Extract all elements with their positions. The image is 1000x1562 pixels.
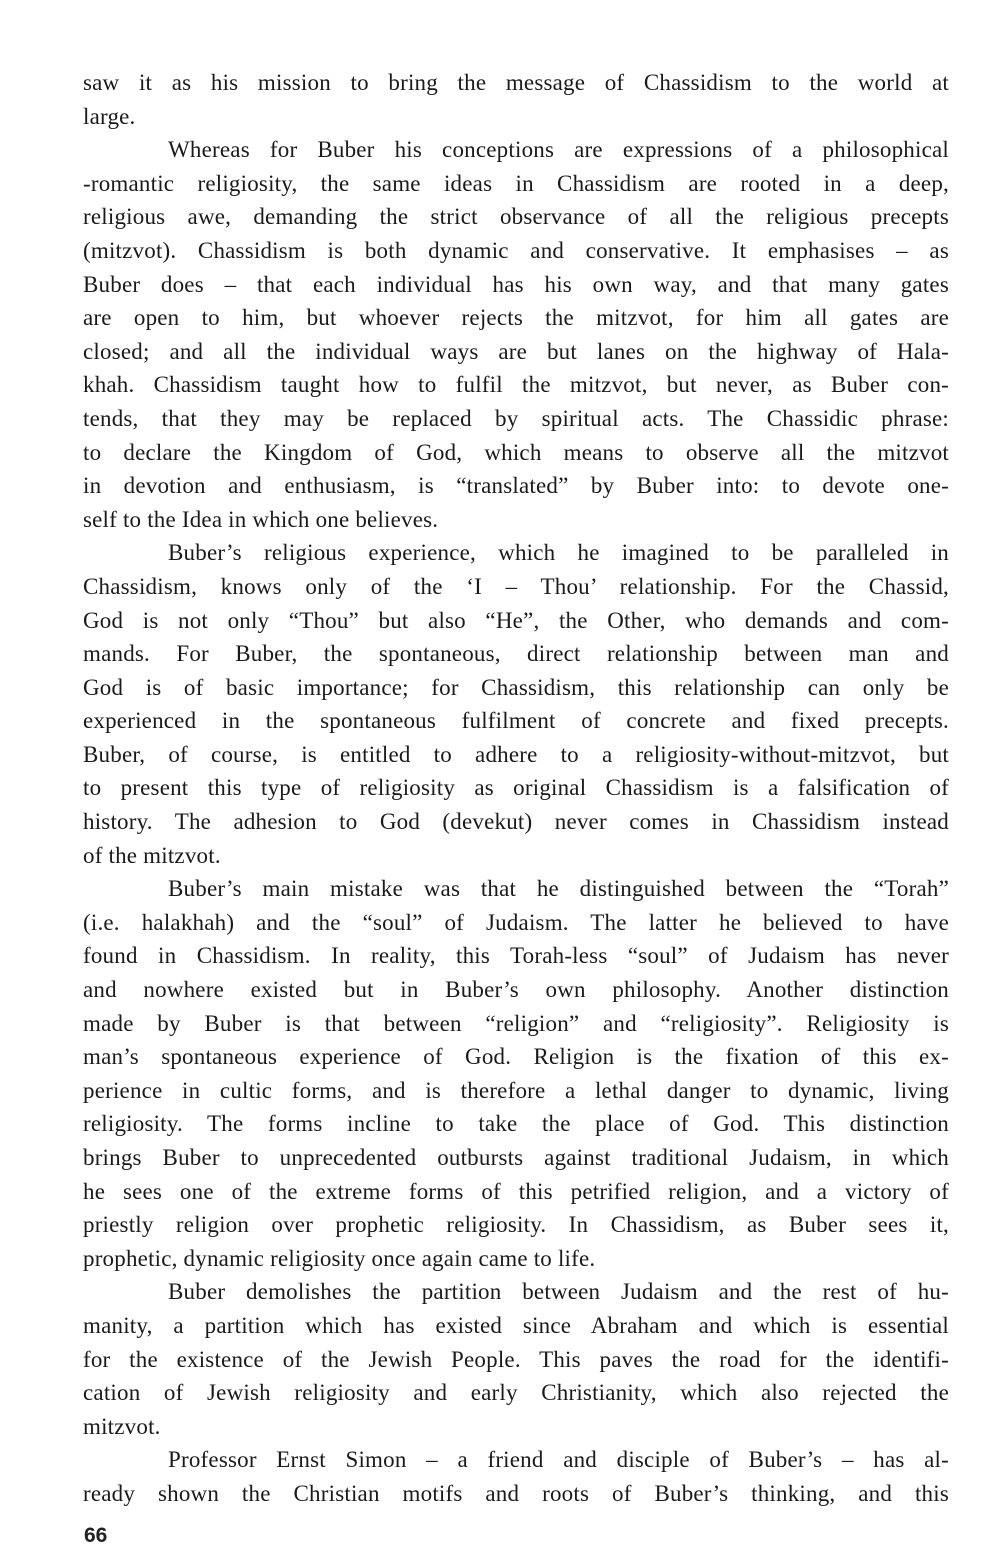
text-line: -romantic religiosity, the same ideas in Chassidism are rooted in a deep, [83,170,949,196]
text-line: Buber demolishes the partition between Judaism and the rest of hu- [168,1279,949,1305]
text-line: to present this type of religiosity as original Chassidism is a falsification of [83,775,949,801]
text-line: God is not only “Thou” but also “He”, the Other, who demands and com- [83,607,949,633]
text-line: prophetic, dynamic religiosity once again came to life. [83,1245,596,1271]
text-line: religious awe, demanding the strict observance of all the religious precepts [83,204,949,230]
text-line: man’s spontaneous experience of God. Religion is the fixation of this ex- [83,1044,949,1070]
text-line: Whereas for Buber his conceptions are expressions of a philosophical [168,137,949,163]
text-line: Buber’s religious experience, which he imagined to be paralleled in [168,540,949,566]
text-line: priestly religion over prophetic religiosity. In Chassidism, as Buber sees it, [83,1212,949,1238]
text-line: brings Buber to unprecedented outbursts against traditional Judaism, in which [83,1145,949,1170]
text-line: for the existence of the Jewish People. This paves the road for the identifi- [83,1346,949,1372]
text-line: tends, that they may be replaced by spiritual acts. The Chassidic phrase: [83,405,949,431]
text-line: he sees one of the extreme forms of this petrified religion, and a victory of [83,1178,949,1204]
text-line: self to the Idea in which one believes. [83,506,439,532]
text-line: in devotion and enthusiasm, is “translated” by Buber into: to devote one- [83,473,949,499]
text-line: Buber, of course, is entitled to adhere to a religiosity-without-mitzvot, but [83,741,949,767]
text-line: and nowhere existed but in Buber’s own philosophy. Another distinction [83,977,949,1003]
text-line: experienced in the spontaneous fulfilment of concrete and fixed precepts. [83,708,949,734]
text-line: God is of basic importance; for Chassidism, this relationship can only be [83,674,949,700]
text-line: are open to him, but whoever rejects the mitzvot, for him all gates are [83,305,949,331]
text-line: khah. Chassidism taught how to fulfil the mitzvot, but never, as Buber con- [83,372,949,398]
text-line: religiosity. The forms incline to take the place of God. This distinction [83,1111,949,1137]
text-line: cation of Jewish religiosity and early Christianity, which also rejected the [83,1380,949,1406]
text-line: mitzvot. [83,1413,161,1439]
text-line: history. The adhesion to God (devekut) never comes in Chassidism instead [83,809,949,835]
text-line: found in Chassidism. In reality, this Torah-less “soul” of Judaism has never [83,943,949,969]
text-line: ready shown the Christian motifs and roots of Buber’s thinking, and this [83,1480,949,1506]
text-line: (i.e. halakhah) and the “soul” of Judaism. The latter he believed to have [83,909,949,935]
text-line: to declare the Kingdom of God, which means to observe all the mitzvot [83,439,949,465]
text-line: large. [83,103,136,129]
text-line: mands. For Buber, the spontaneous, direct relationship between man and [83,641,949,667]
text-line: of the mitzvot. [83,842,221,868]
text-line: closed; and all the individual ways are but lanes on the highway of Hala- [83,338,949,364]
text-line: Chassidism, knows only of the ‘I – Thou’ relationship. For the Chassid, [83,573,949,599]
text-line: manity, a partition which has existed since Abraham and which is essential [83,1312,949,1338]
text-line: Buber’s main mistake was that he distinguished between the “Torah” [168,876,949,902]
page-number: 66 [84,1524,108,1547]
body-text [83,66,949,1511]
text-line: (mitzvot). Chassidism is both dynamic and conservative. It emphasises – as [83,237,949,263]
text-line: made by Buber is that between “religion” and “religiosity”. Religiosity is [83,1010,949,1036]
text-line: Buber does – that each individual has his own way, and that many gates [83,271,949,297]
text-line: saw it as his mission to bring the message of Chassidism to the world at [83,70,949,95]
text-line: perience in cultic forms, and is therefore a lethal danger to dynamic, living [83,1077,949,1103]
text-line: Professor Ernst Simon – a friend and disciple of Buber’s – has al- [168,1447,949,1473]
